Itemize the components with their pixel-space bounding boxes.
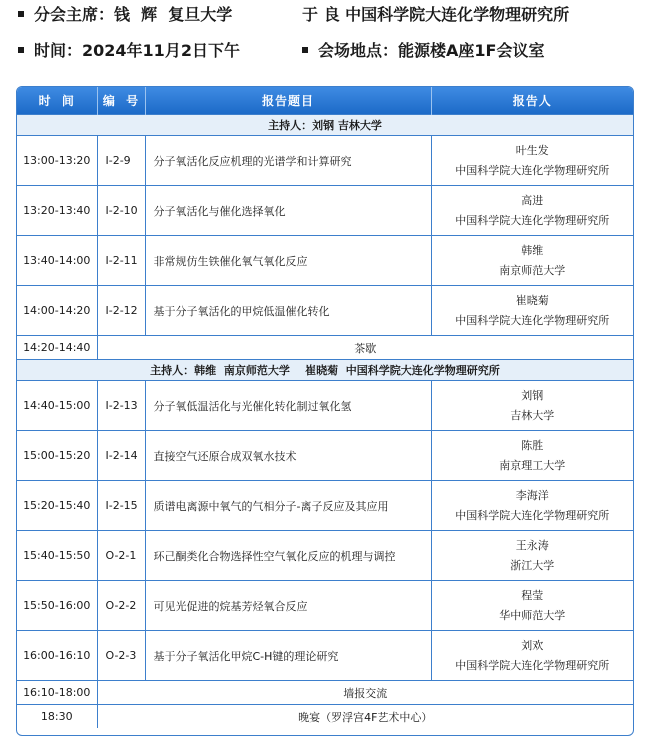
session-host-row bbox=[17, 360, 633, 381]
poster-time: 16:10-18:00 bbox=[17, 681, 97, 705]
talk-title: 直接空气还原合成双氧水技术 bbox=[145, 431, 431, 481]
speaker-affiliation: 南京理工大学 bbox=[499, 458, 566, 472]
table-row bbox=[17, 236, 633, 286]
table-row bbox=[17, 136, 633, 186]
talk-speaker-cell bbox=[431, 631, 633, 681]
speaker-affiliation: 中国科学院大连化学物理研究所 bbox=[455, 313, 610, 327]
talk-speaker-cell bbox=[431, 581, 633, 631]
bullet-icon bbox=[18, 11, 24, 17]
talk-time: 16:00-16:10 bbox=[17, 631, 97, 681]
speaker-affiliation: 中国科学院大连化学物理研究所 bbox=[455, 163, 610, 177]
venue-value: 能源楼A座1F会议室 bbox=[398, 41, 545, 60]
col-title: 报告题目 bbox=[145, 87, 431, 115]
chair-2: 于 良 中国科学院大连化学物理研究所 bbox=[302, 5, 570, 24]
talk-speaker-cell bbox=[431, 186, 633, 236]
venue-label: 会场地点： bbox=[318, 41, 399, 60]
speaker-name: 韩维 bbox=[521, 243, 544, 257]
tea-break-time: 14:20-14:40 bbox=[17, 336, 97, 360]
talk-time: 13:40-14:00 bbox=[17, 236, 97, 286]
talk-speaker-cell bbox=[431, 286, 633, 336]
col-code: 编 号 bbox=[97, 87, 145, 115]
talk-time: 14:00-14:20 bbox=[17, 286, 97, 336]
talk-speaker-cell bbox=[431, 531, 633, 581]
speaker-affiliation: 中国科学院大连化学物理研究所 bbox=[455, 658, 610, 672]
banquet-row bbox=[17, 705, 633, 729]
talk-title: 基于分子氧活化的甲烷低温催化转化 bbox=[145, 286, 431, 336]
talk-code: I-2-10 bbox=[97, 186, 145, 236]
banquet-label: 晚宴（罗浮宫4F艺术中心） bbox=[97, 705, 633, 729]
banquet-time: 18:30 bbox=[17, 705, 97, 729]
tea-break-row bbox=[17, 336, 633, 360]
bullet-icon bbox=[18, 47, 24, 53]
talk-title: 分子氧活化反应机理的光谱学和计算研究 bbox=[145, 136, 431, 186]
talk-time: 13:00-13:20 bbox=[17, 136, 97, 186]
speaker-name: 刘欢 bbox=[521, 638, 544, 652]
talk-code: I-2-13 bbox=[97, 381, 145, 431]
talk-title: 分子氧低温活化与光催化转化制过氧化氢 bbox=[145, 381, 431, 431]
poster-row bbox=[17, 681, 633, 705]
session-host: 主持人：韩维 南京师范大学 崔晓菊 中国科学院大连化学物理研究所 bbox=[17, 360, 633, 381]
talk-title: 分子氧活化与催化选择氧化 bbox=[145, 186, 431, 236]
talk-time: 13:20-13:40 bbox=[17, 186, 97, 236]
table-row bbox=[17, 186, 633, 236]
table-row bbox=[17, 531, 633, 581]
speaker-name: 程莹 bbox=[521, 588, 544, 602]
tea-break-label: 茶歇 bbox=[97, 336, 633, 360]
talk-speaker-cell bbox=[431, 136, 633, 186]
talk-time: 15:50-16:00 bbox=[17, 581, 97, 631]
time-line bbox=[18, 40, 240, 62]
speaker-name: 叶生发 bbox=[515, 143, 549, 157]
speaker-affiliation: 中国科学院大连化学物理研究所 bbox=[455, 508, 610, 522]
table-row bbox=[17, 481, 633, 531]
talk-speaker-cell bbox=[431, 236, 633, 286]
speaker-name: 王永涛 bbox=[515, 538, 549, 552]
session-host: 主持人：刘钢 吉林大学 bbox=[17, 115, 633, 136]
bullet-icon bbox=[302, 47, 308, 53]
chair-line bbox=[18, 4, 232, 26]
speaker-name: 崔晓菊 bbox=[515, 293, 549, 307]
talk-title: 基于分子氧活化甲烷C-H键的理论研究 bbox=[145, 631, 431, 681]
time-value: 2024年11月2日下午 bbox=[82, 41, 240, 60]
talk-code: I-2-15 bbox=[97, 481, 145, 531]
table-header bbox=[17, 87, 633, 115]
speaker-affiliation: 吉林大学 bbox=[510, 408, 555, 422]
talk-code: O-2-1 bbox=[97, 531, 145, 581]
speaker-affiliation: 浙江大学 bbox=[510, 558, 555, 572]
talk-code: I-2-11 bbox=[97, 236, 145, 286]
table-row bbox=[17, 631, 633, 681]
chair-label: 分会主席： bbox=[34, 5, 115, 24]
table-row bbox=[17, 581, 633, 631]
talk-time: 14:40-15:00 bbox=[17, 381, 97, 431]
schedule-table bbox=[16, 86, 634, 736]
poster-label: 墙报交流 bbox=[97, 681, 633, 705]
table-row bbox=[17, 286, 633, 336]
talk-code: I-2-12 bbox=[97, 286, 145, 336]
speaker-affiliation: 南京师范大学 bbox=[499, 263, 566, 277]
talk-title: 环己酮类化合物选择性空气氧化反应的机理与调控 bbox=[145, 531, 431, 581]
talk-code: I-2-14 bbox=[97, 431, 145, 481]
speaker-name: 高进 bbox=[521, 193, 544, 207]
time-label: 时间： bbox=[34, 41, 83, 60]
speaker-affiliation: 中国科学院大连化学物理研究所 bbox=[455, 213, 610, 227]
session-info bbox=[0, 0, 650, 84]
venue-line bbox=[302, 40, 544, 62]
talk-code: O-2-2 bbox=[97, 581, 145, 631]
col-time: 时 间 bbox=[17, 87, 97, 115]
talk-speaker-cell bbox=[431, 481, 633, 531]
col-speaker: 报告人 bbox=[431, 87, 633, 115]
chair-1: 钱 辉 复旦大学 bbox=[114, 5, 233, 24]
speaker-name: 刘钢 bbox=[521, 388, 544, 402]
talk-time: 15:00-15:20 bbox=[17, 431, 97, 481]
talk-speaker-cell bbox=[431, 431, 633, 481]
speaker-name: 李海洋 bbox=[515, 488, 549, 502]
talk-speaker-cell bbox=[431, 381, 633, 431]
talk-time: 15:40-15:50 bbox=[17, 531, 97, 581]
talk-title: 质谱电离源中氧气的气相分子-离子反应及其应用 bbox=[145, 481, 431, 531]
table-row bbox=[17, 381, 633, 431]
speaker-name: 陈胜 bbox=[521, 438, 544, 452]
speaker-affiliation: 华中师范大学 bbox=[499, 608, 566, 622]
talk-code: I-2-9 bbox=[97, 136, 145, 186]
talk-code: O-2-3 bbox=[97, 631, 145, 681]
talk-title: 可见光促进的烷基芳烃氧合反应 bbox=[145, 581, 431, 631]
session-host-row bbox=[17, 115, 633, 136]
talk-time: 15:20-15:40 bbox=[17, 481, 97, 531]
table-row bbox=[17, 431, 633, 481]
talk-title: 非常规仿生铁催化氧气氧化反应 bbox=[145, 236, 431, 286]
